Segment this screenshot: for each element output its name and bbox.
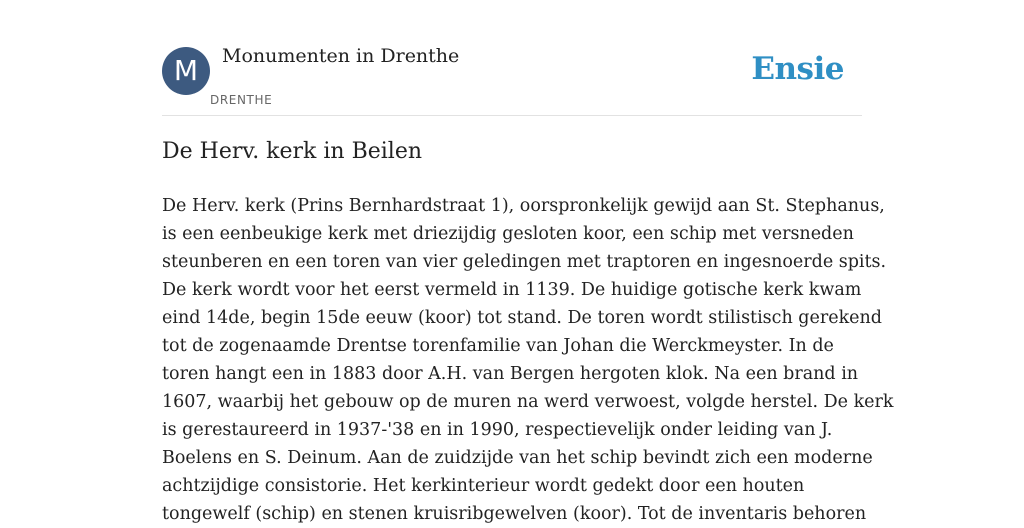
body-line: 1607, waarbij het gebouw op de muren na werd verwoest, volgde herstel. De kerk bbox=[162, 392, 894, 412]
body-line: achtzijdige consistorie. Het kerkinterieur wordt gedekt door een houten bbox=[162, 476, 805, 496]
category-link[interactable]: DRENTHE bbox=[210, 93, 273, 107]
body-line: is gerestaureerd in 1937-'38 en in 1990, respectievelijk onder leiding van J. bbox=[162, 420, 833, 440]
header-divider bbox=[162, 115, 862, 116]
body-line: tot de zogenaamde Drentse torenfamilie van Johan die Werckmeyster. In de bbox=[162, 336, 834, 356]
body-line: De kerk wordt voor het eerst vermeld in 1139. De huidige gotische kerk kwam bbox=[162, 280, 862, 300]
ensie-logo[interactable]: Ensie bbox=[751, 51, 844, 87]
body-line: De Herv. kerk (Prins Bernhardstraat 1), oorspronkelijk gewijd aan St. Stephanus, bbox=[162, 196, 885, 216]
header bbox=[162, 45, 862, 115]
book-title[interactable]: Monumenten in Drenthe bbox=[222, 45, 460, 67]
book-avatar[interactable]: M bbox=[162, 47, 210, 95]
body-line: toren hangt een in 1883 door A.H. van Bergen hergoten klok. Na een brand in bbox=[162, 364, 859, 384]
body-line: eind 14de, begin 15de eeuw (koor) tot stand. De toren wordt stilistisch gerekend bbox=[162, 308, 883, 328]
body-line: is een eenbeukige kerk met driezijdig gesloten koor, een schip met versneden bbox=[162, 224, 854, 244]
article-body bbox=[162, 192, 894, 528]
body-line: steunberen en een toren van vier geledingen met traptoren en ingesnoerde spits. bbox=[162, 252, 887, 272]
article-title: De Herv. kerk in Beilen bbox=[162, 139, 423, 164]
body-line: Boelens en S. Deinum. Aan de zuidzijde van het schip bevindt zich een moderne bbox=[162, 448, 873, 468]
body-line: tongewelf (schip) en stenen kruisribgewelven (koor). Tot de inventaris behoren bbox=[162, 504, 867, 524]
